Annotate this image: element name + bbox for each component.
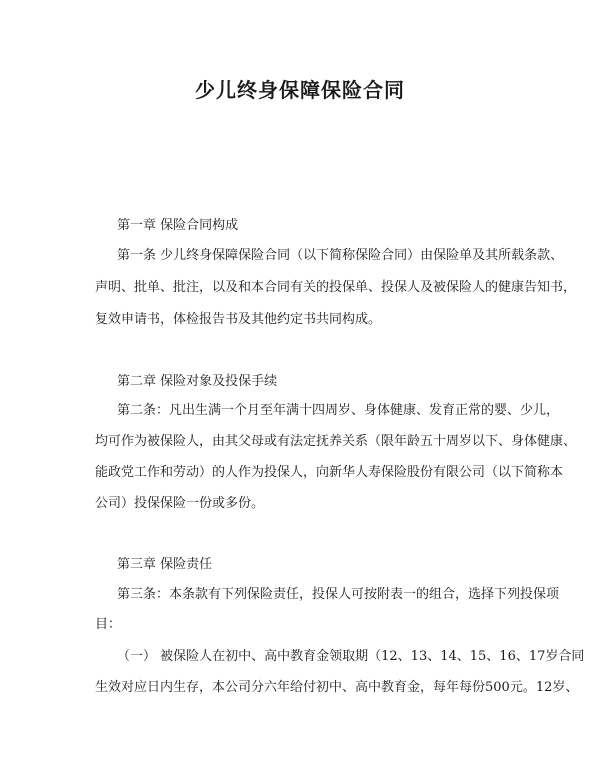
- paragraph-line: 均可作为被保险人，由其父母或有法定抚养关系（限年龄五十周岁以下、身体健康、: [95, 434, 577, 449]
- paragraph-line: （一） 被保险人在初中、高中教育金领取期（12、13、14、15、16、17岁合同: [117, 649, 585, 664]
- chapter-heading-2: 第二章 保险对象及投保手续: [117, 374, 278, 389]
- paragraph-line: 第二条：凡出生满一个月至年满十四周岁、身体健康、发育正常的婴、少儿，: [117, 403, 560, 418]
- paragraph-line: 复效申请书，体检报告书及其他约定书共同构成。: [95, 312, 382, 327]
- paragraph-line: 生效对应日内生存，本公司分六年给付初中、高中教育金，每年每份500元。12岁、: [95, 680, 579, 695]
- paragraph-line: 第一条 少儿终身保障保险合同（以下简称保险合同）由保险单及其所载条款、: [117, 248, 564, 263]
- paragraph-line: 目：: [95, 617, 122, 632]
- paragraph-line: 能政党工作和劳动）的人作为投保人，向新华人寿保险股份有限公司（以下简称本: [95, 465, 564, 480]
- paragraph-line: 声明、批单、批注，以及和本合同有关的投保单、投保人及被保险人的健康告知书，: [95, 280, 577, 295]
- paragraph-line: 公司）投保保险一份或多份。: [95, 496, 265, 511]
- chapter-heading-1: 第一章 保险合同构成: [117, 218, 239, 233]
- paragraph-line: 第三条：本条款有下列保险责任，投保人可按附表一的组合，选择下列投保项: [117, 587, 560, 602]
- document-title: 少儿终身保障保险合同: [195, 78, 405, 102]
- chapter-heading-3: 第三章 保险责任: [117, 557, 213, 572]
